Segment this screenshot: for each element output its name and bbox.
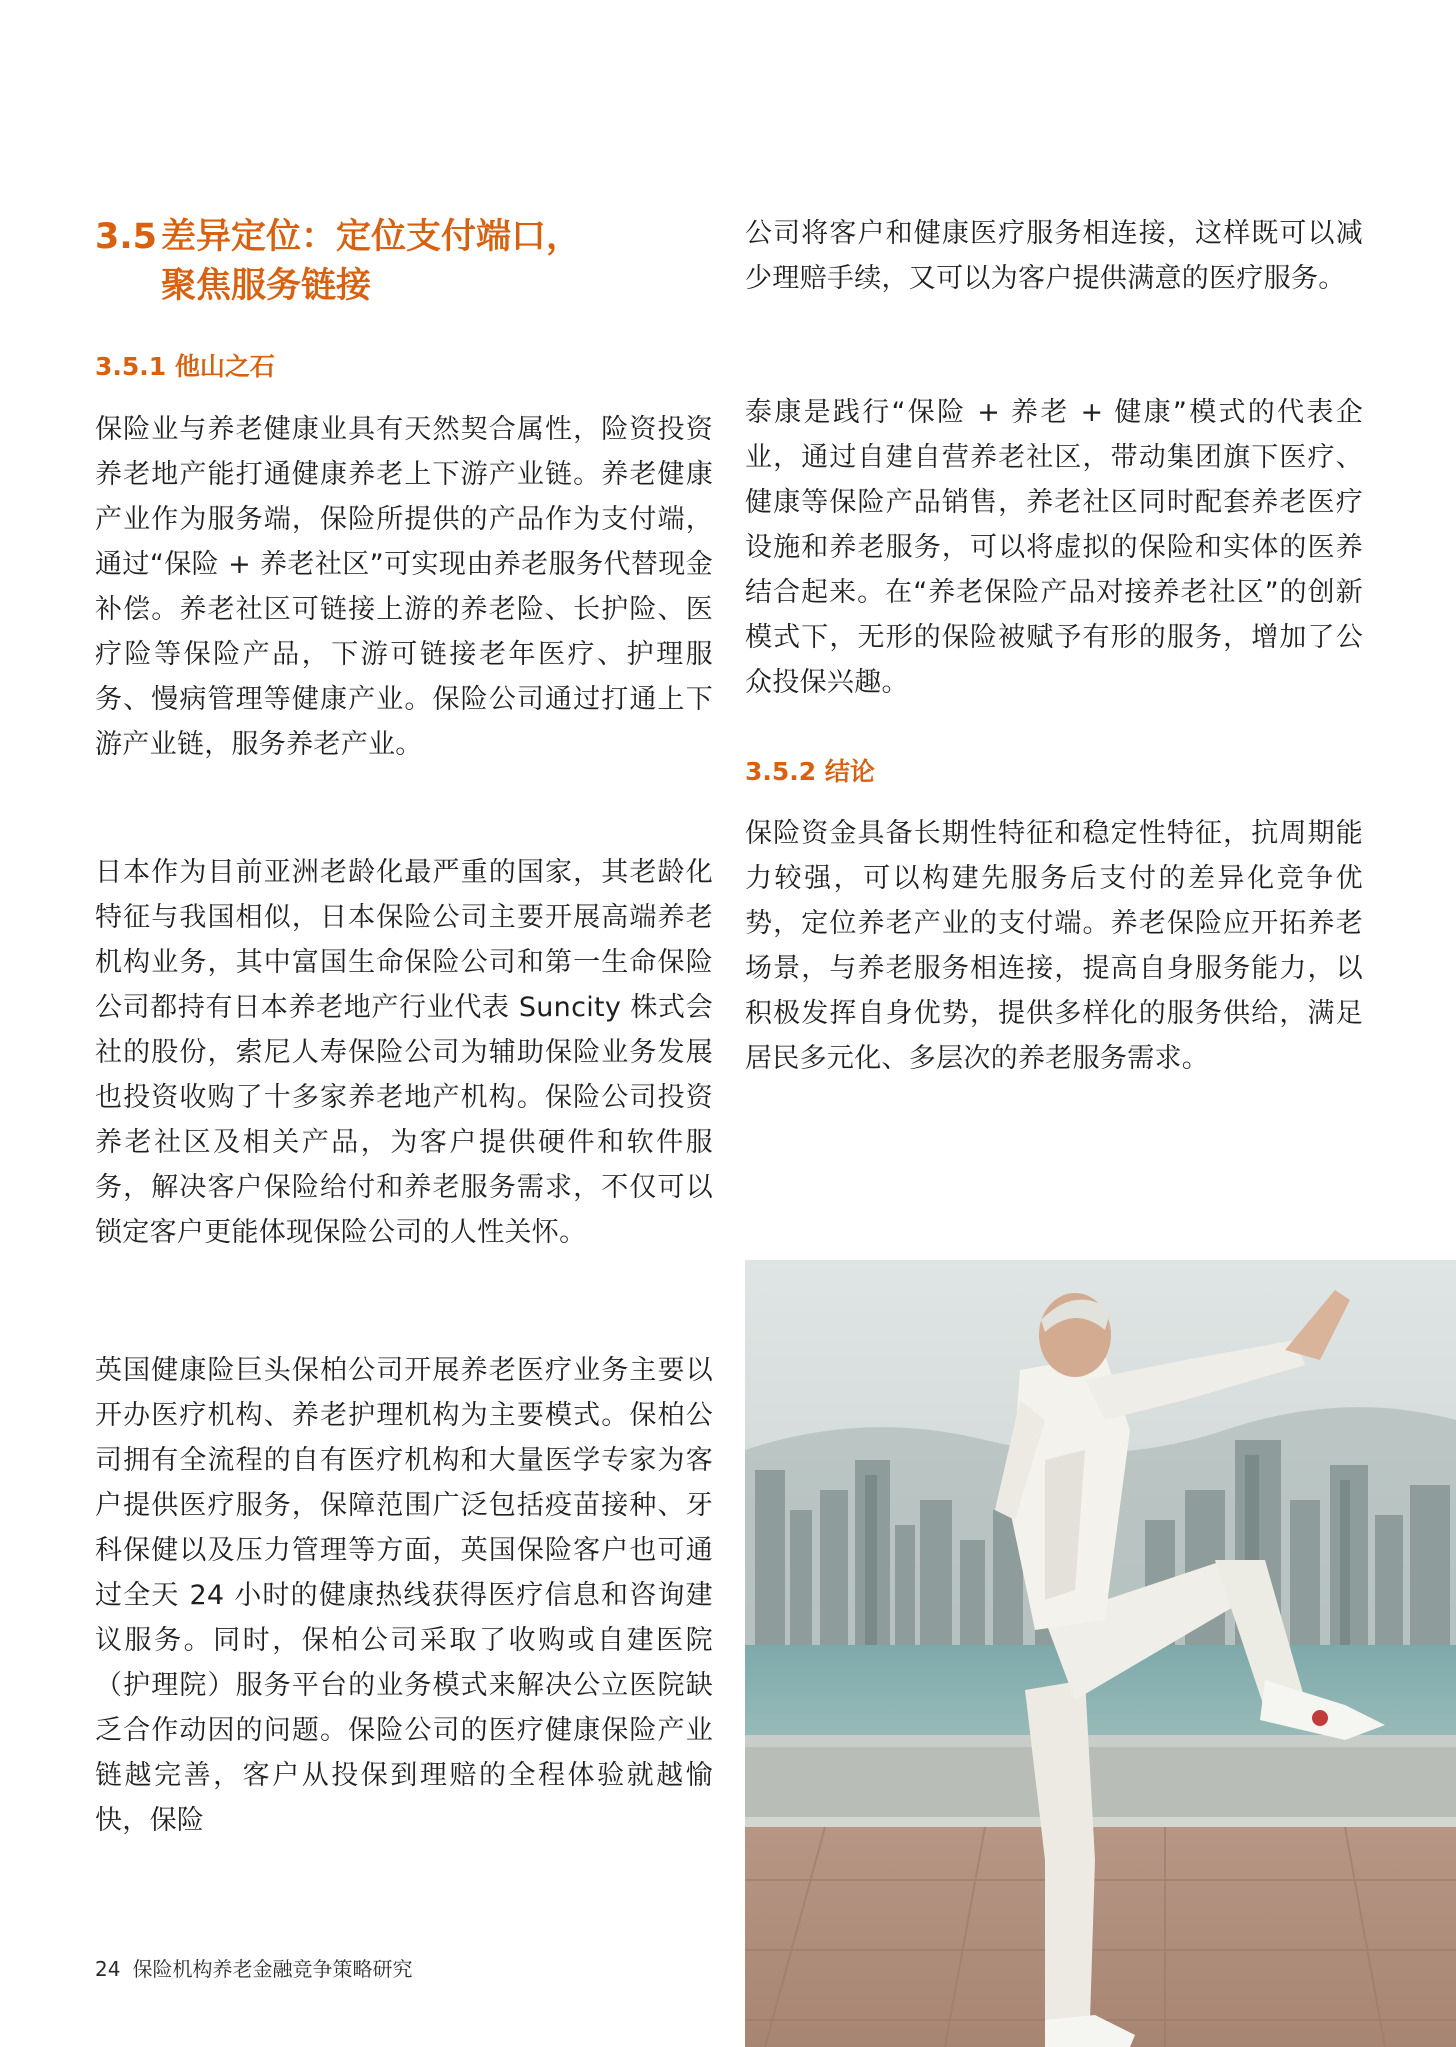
section-number: 3.5 xyxy=(95,217,158,257)
page-number: 24 xyxy=(95,1957,121,1981)
page-footer xyxy=(95,1955,412,1983)
paragraph-left-1: 保险业与养老健康业具有天然契合属性，险资投资养老地产能打通健康养老上下游产业链。养老健康产业作为服务端，保险所提供的产品作为支付端，通过“保险 + 养老社区”可实现由养老服务代替现金补偿。养老社区可链接上游的养老险、长护险、医疗险等保险产品，下游可链接老年医疗、护理服务、慢病管理等健康产业。保险公司通过打通上下游产业链，服务养老产业。 xyxy=(95,414,713,760)
paragraph-right-2: 泰康是践行“保险 + 养老 + 健康”模式的代表企业，通过自建自营养老社区，带动集团旗下医疗、健康等保险产品销售，养老社区同时配套养老医疗设施和养老服务，可以将虚拟的保险和实体的医养结合起来。在“养老保险产品对接养老社区”的创新模式下，无形的保险被赋予有形的服务，增加了公众投保兴趣。 xyxy=(745,397,1363,698)
paragraph-left-2: 日本作为目前亚洲老龄化最严重的国家，其老龄化特征与我国相似，日本保险公司主要开展高端养老机构业务，其中富国生命保险公司和第一生命保险公司都持有日本养老地产行业代表 Suncity 株式会社的股份，索尼人寿保险公司为辅助保险业务发展也投资收购了十多家养老地产机构。保险公司投资养老社区及相关产品，为客户提供硬件和软件服务，解决客户保险给付和养老服务需求，不仅可以锁定客户更能体现保险公司的人性关怀。 xyxy=(95,857,713,1248)
section-title xyxy=(95,213,735,311)
tai-chi-photo xyxy=(745,1260,1456,2047)
paragraph-left-3: 英国健康险巨头保柏公司开展养老医疗业务主要以开办医疗机构、养老护理机构为主要模式。保柏公司拥有全流程的自有医疗机构和大量医学专家为客户提供医疗服务，保障范围广泛包括疫苗接种、牙科保健以及压力管理等方面，英国保险客户也可通过全天 24 小时的健康热线获得医疗信息和咨询建议服务。同时，保柏公司采取了收购或自建医院（护理院）服务平台的业务模式来解决公立医院缺乏合作动因的问题。保险公司的医疗健康保险产业链越完善，客户从投保到理赔的全程体验就越愉快，保险 xyxy=(95,1355,713,1836)
paragraph-conclusion: 保险资金具备长期性特征和稳定性特征，抗周期能力较强，可以构建先服务后支付的差异化竞争优势，定位养老产业的支付端。养老保险应开拓养老场景，与养老服务相连接，提高自身服务能力，以积极发挥自身优势，提供多样化的服务供给，满足居民多元化、多层次的养老服务需求。 xyxy=(745,818,1363,1074)
document-title: 保险机构养老金融竞争策略研究 xyxy=(132,1957,413,1981)
paragraph-right-1: 公司将客户和健康医疗服务相连接，这样既可以减少理赔手续，又可以为客户提供满意的医疗服务。 xyxy=(745,218,1363,294)
subsection-title-3-5-2: 3.5.2 结论 xyxy=(745,757,875,786)
subsection-title-3-5-1: 3.5.1 他山之石 xyxy=(95,352,275,381)
section-title-line1: 差异定位：定位支付端口， xyxy=(161,217,582,257)
section-title-line2: 聚焦服务链接 xyxy=(161,266,372,306)
